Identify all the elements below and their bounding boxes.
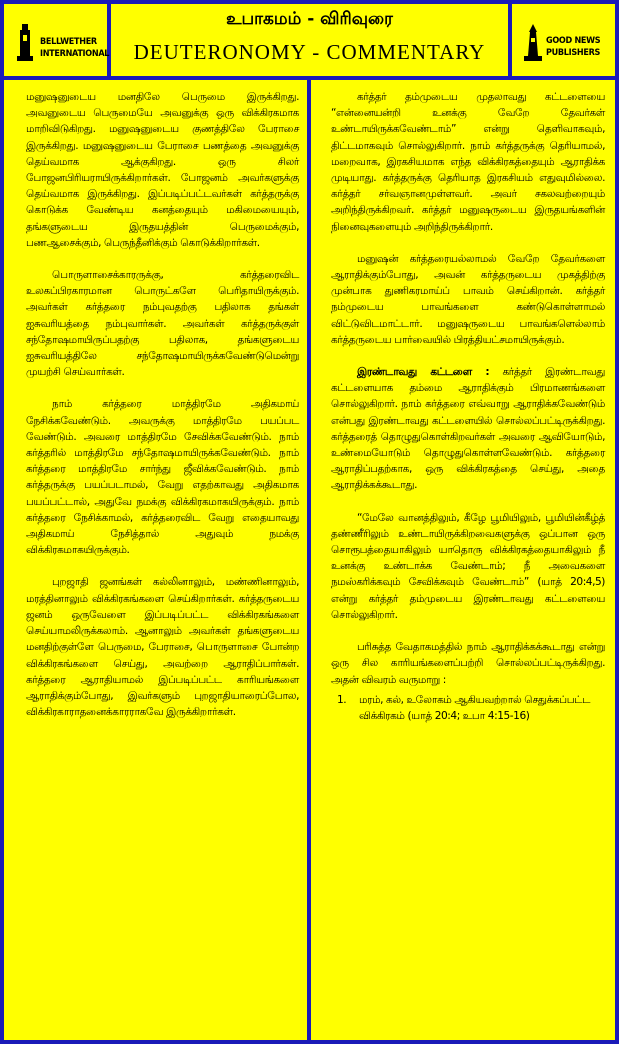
paragraph: மனுஷன் கர்த்தரையல்லாமல் வேறே தேவர்களை ஆராதிக்கும்போது, அவன் கர்த்தருடைய முகத்திற்கு முன்பாக துணிகரமாய்ப் பாவம் செய்கிறான். கர்த்தர் நம்முடைய பாவங்களை கண்டுகொள்ளாமல் விட்டுவிடமாட்டார். மனுஷருடைய பாவங்களெல்லாம் கர்த்தருடைய பார்வையில் பிரத்தியட்சமாயிருக்கும். [331,252,605,346]
title-panel [111,4,508,76]
right-logo-text: GOOD NEWS PUBLISHERS [546,36,601,58]
paragraph: நாம் கர்த்தரை மாத்திரமே அதிகமாய் நேசிக்கவேண்டும். அவருக்கு மாத்திரமே பயப்பட வேண்டும். அவரை மாத்திரமே சேவிக்கவேண்டும். நாம் கர்த்தரில் மாத்திரமே சந்தோஷமாயிருக்கவேண்டும். நாம் கர்த்தரை மாத்திரமே சார்ந்து ஜீவிக்கவேண்டும். நாம் கர்த்தருக்கு பயப்படாமல், வேறு எதற்காவது அதிகமாக பயப்பட்டால், அதுவே நமக்கு விக்கிரகமாகயிருக்கும். நாம் கர்த்தரை நேசிக்காமல், கர்த்தரைவிட வேறு எதையாவது அதிகமாய் நேசித்தால் அதுவும் நமக்கு விக்கிரகமாகயிருக்கும். [26,398,299,557]
paragraph: பரிசுத்த வேதாகமத்தில் நாம் ஆராதிக்கக்கூடாது என்று ஒரு சில காரியங்களைப்பற்றி சொல்லப்பட்டிருக்கிறது. அதன் விவரம் வருமாறு : [331,641,605,686]
numbered-list [331,692,605,724]
bell-tower-icon [14,22,36,62]
paragraph: மனுஷனுடைய மனதிலே பெருமை இருக்கிறது. அவனுடைய பெருமையே அவனுக்கு ஒரு விக்கிரகமாக மாறிவிடுகிறது. மனுஷனுடைய குணத்திலே பேராசை இருக்கிறது. மனுஷனுடைய பேராசை பணத்தை அவனுக்கு தெய்வமாக ஆக்குகிறது. ஒரு சிலர் போஜனபிரியராயிருக்கிறார்கள். போஜனம் அவர்களுக்கு தெய்வமாக இருக்கிறது. இப்படிப்பட்டவர்கள் கர்த்தருக்கு கொடுக்க வேண்டிய கனத்தையும் மகிமையையும், தங்களுடைய இருதயத்தின் பெருமைக்கும், பணஆசைக்கும், பெருந்தீனிக்கும் கொடுக்கிறார்கள். [26,91,299,249]
paragraph: பொருளாசைக்காரருக்கு, கர்த்தரைவிட உலகப்பிரகாரமான பொருட்களே பெரிதாயிருக்கும். அவர்கள் கர்த்தரை நம்புவதற்கு பதிலாக தங்கள் ஐசுவரியத்தை நம்புவார்கள். அவர்கள் கர்த்தருக்குள் சந்தோஷமாயிருப்பதற்கு பதிலாக, தங்களுடைய ஐசுவரியத்திலே சந்தோஷமாயிருக்கவேண்டுமென்று முயற்சி செய்வார்கள். [26,269,299,379]
list-number: 1. [337,693,347,706]
left-logo-text: BELLWETHER INTERNATIONAL [40,37,110,59]
good-news-logo [520,14,610,68]
left-column [4,80,307,1040]
paragraph: புறஜாதி ஜனங்கள் கல்லினாலும், மண்ணினாலும், மரத்தினாலும் விக்கிரகங்களை செய்கிறார்கள். கர்த்தருடைய ஜனம் ஒருவேளை இப்படிப்பட்ட விக்கிரகங்களை செய்யாமலிருக்கலாம். ஆனாலும் அவர்கள் தங்களுடைய மனதிற்குள்ளே பெருமை, பேராசை, பொருளாசை போன்ற விக்கிரகங்களை செய்து, அவற்றை ஆராதிப்பார்கள். கர்த்தரை ஆராதியாமல் இப்படிப்பட்ட காரியங்களை ஆராதிக்கும்போது, இவர்களும் புறஜாதியாரைப்போல, விக்கிரகாராதனைக்காரராகவே இருக்கிறார்கள். [26,576,299,719]
list-text: மரம், கல், உலோகம் ஆகியவற்றால் செதுக்கப்பட்ட விக்கிரகம் (யாத் 20:4; உபா 4:15-16) [359,693,591,722]
paragraph-body: கர்த்தர் இரண்டாவது கட்டளையாக தம்மை ஆராதிக்கும் பிரமாணங்களை சொல்லுகிறார். நாம் கர்த்தரை எவ்வாறு ஆராதிக்கவேண்டும் என்பது இரண்டாவது கட்டளையில் சொல்லப்பட்டிருக்கிறது. கர்த்தரைத் தொழுதுகொள்கிறவர்கள் அவரை ஆவியோடும், உண்மையோடும் தொழுதுகொள்ளவேண்டும். கர்த்தரை ஆராதிப்பதற்காக, ஒரு விக்கிரகத்தை செய்து, அதை ஆராதிக்கக்கூடாது. [331,366,605,492]
left-column-text [26,89,299,736]
section-heading: இரண்டாவது கட்டளை : [357,366,490,379]
list-item [331,692,605,724]
paragraph [331,364,605,494]
paragraph: கர்த்தர் தம்முடைய முதலாவது கட்டளையை “என்னையன்றி உனக்கு வேறே தேவர்கள் உண்டாயிருக்கவேண்டாம்” என்று தெளிவாகவும், திட்டமாகவும் சொல்லுகிறார். நாம் கர்த்தருக்கு தெரியாமல், மறைவாக, இரகசியமாக எந்த விக்கிரகத்தையும் ஆராதிக்க முடியாது. கர்த்தருக்கு தெரியாத இரகசியம் எதுவுமில்லை. கர்த்தர் சர்வஞானமுள்ளவர். அவர் சகலவற்றையும் அறிந்திருக்கிறவர். கர்த்தர் மனுஷருடைய இருதயங்களின் நினைவுகளையும் அறிந்திருக்கிறார். [331,91,605,233]
page-title-english: DEUTERONOMY - COMMENTARY [133,40,486,64]
right-logo-panel [512,4,615,76]
bellwether-logo [12,14,110,68]
page-title-tamil: உபாகமம் - விரிவுரை [226,9,393,29]
scripture-quote: “மேலே வானத்திலும், கீழே பூமியிலும், பூமியின்கீழ்த் தண்ணீரிலும் உண்டாயிருக்கிறவைகளுக்கு ஒப்பான ஒரு சொரூபத்தையாகிலும் யாதொரு விக்கிரகத்தையாகிலும் நீ உனக்கு உண்டாக்க வேண்டாம்; நீ அவைகளை நமஸ்கரிக்கவும் சேவிக்கவும் வேண்டாம்” (யாத் 20:4,5) என்று கர்த்தர் தம்முடைய இரண்டாவது கட்டளையை சொல்லுகிறார். [331,511,605,621]
left-logo-panel [4,4,110,76]
right-column-text [331,89,605,724]
lighthouse-icon [522,22,544,62]
right-column [311,80,615,1040]
